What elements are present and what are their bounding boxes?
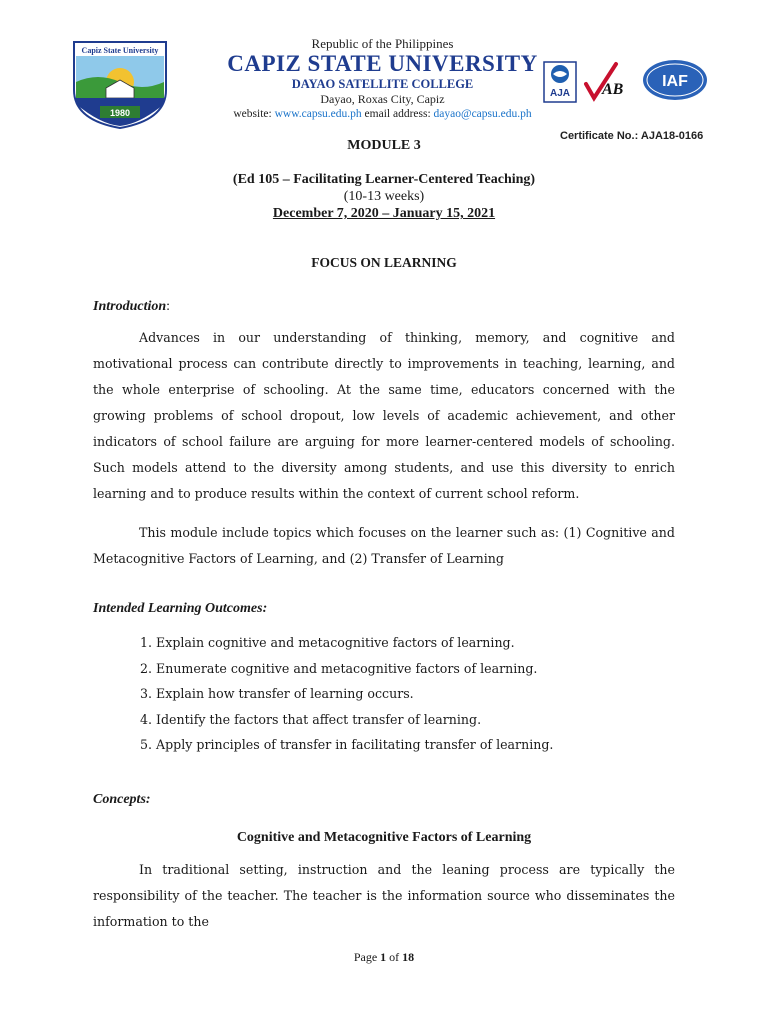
letterhead xyxy=(60,28,720,142)
university-seal-icon xyxy=(70,38,170,130)
list-item: 5. Apply principles of transfer in facilitating transfer of learning. xyxy=(140,737,554,752)
aja-text: AJA xyxy=(549,88,571,99)
republic-label: Republic of the Philippines xyxy=(311,36,454,51)
module-dates: December 7, 2020 – January 15, 2021 xyxy=(272,206,496,221)
module-weeks: (10-13 weeks) xyxy=(343,189,425,204)
seal-text: Capiz State University xyxy=(81,46,159,55)
letterhead-text xyxy=(175,36,590,122)
page-number: 1 xyxy=(380,950,387,964)
contact-line xyxy=(175,107,590,122)
college-name: DAYAO SATELLITE COLLEGE xyxy=(291,77,474,91)
page-footer xyxy=(0,950,768,965)
introduction-paragraph-1: Advances in our understanding of thinking, memory, and cognitive and motivational process can contribute directly to improvements in teaching, learning, and the whole enterprise of schooling. At the same time, educators concerned with the growing problems of school dropout, low levels of academic achievement, and other indicators of school failure are arguing for more learner-centered models of schooling. Such models attend to the diversity among students, and use this diversity to enrich learning and to produce results within the context of current school reform. xyxy=(93,330,675,501)
seal-year: 1980 xyxy=(109,108,131,118)
website-link[interactable]: www.capsu.edu.ph xyxy=(274,108,362,120)
list-item: 3. Explain how transfer of learning occurs. xyxy=(140,686,414,701)
concepts-paragraph: In traditional setting, instruction and the leaning process are typically the responsibility of the teacher. The teacher is the information source who disseminates the information to the xyxy=(93,862,675,929)
concepts-subheading: Cognitive and Metacognitive Factors of Learning xyxy=(236,830,532,845)
certification-logos xyxy=(542,58,712,124)
introduction-heading-text: Introduction xyxy=(93,299,167,314)
list-item: 2. Enumerate cognitive and metacognitive factors of learning. xyxy=(140,660,538,676)
ab-logo-icon xyxy=(586,64,624,98)
iaf-text: IAF xyxy=(662,73,688,90)
introduction-paragraph-2: This module include topics which focuses on the learner such as: (1) Cognitive and Metacognitive Factors of Learning, and (2) Transfer of Learning xyxy=(93,525,675,566)
iaf-logo-icon xyxy=(643,60,707,100)
college-address: Dayao, Roxas City, Capiz xyxy=(320,92,445,106)
focus-title: FOCUS ON LEARNING xyxy=(311,255,457,270)
outcomes-list xyxy=(140,630,680,758)
introduction-heading xyxy=(93,299,170,315)
concepts-heading: Concepts: xyxy=(93,792,151,807)
page-total: 18 xyxy=(402,950,415,964)
outcomes-heading: Intended Learning Outcomes: xyxy=(93,601,268,616)
course-title: (Ed 105 – Facilitating Learner-Centered Teaching) xyxy=(232,172,536,187)
email-link[interactable]: dayao@capsu.edu.ph xyxy=(433,108,532,120)
list-item: 1. Explain cognitive and metacognitive factors of learning. xyxy=(140,635,515,650)
university-name: CAPIZ STATE UNIVERSITY xyxy=(227,51,538,76)
introduction-colon: : xyxy=(166,299,171,314)
aja-logo-icon xyxy=(544,62,576,102)
website-label: website: xyxy=(233,108,275,120)
email-label: email address: xyxy=(361,108,434,120)
module-title: MODULE 3 xyxy=(347,138,421,153)
list-item: 4. Identify the factors that affect transfer of learning. xyxy=(140,711,482,727)
of-label: of xyxy=(386,950,403,964)
certificate-number: Certificate No.: AJA18-0166 xyxy=(560,130,704,142)
page-label: Page xyxy=(353,950,381,964)
ab-text: AB xyxy=(602,81,624,98)
